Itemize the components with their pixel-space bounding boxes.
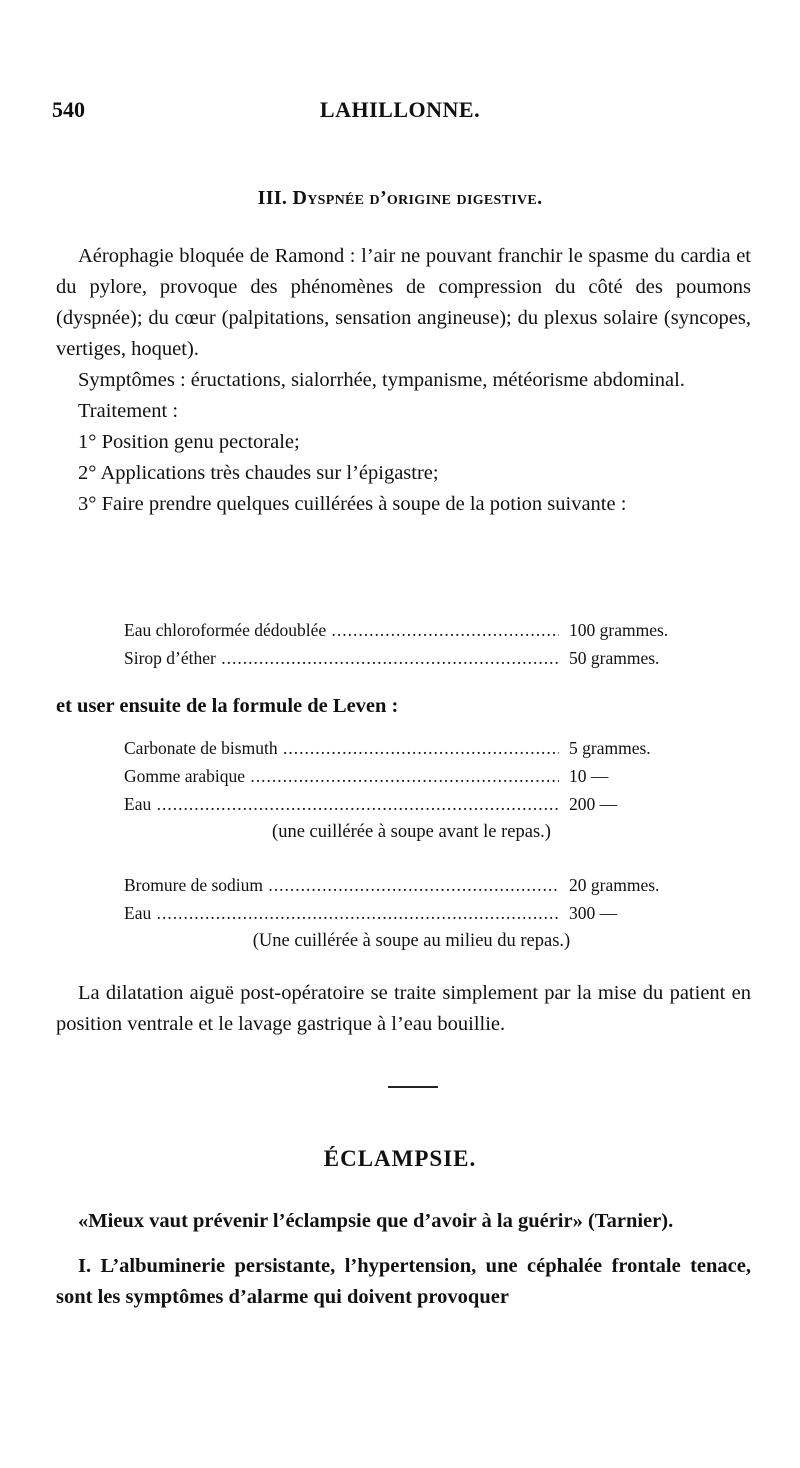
ingredient-qty: 50 grammes.: [569, 648, 660, 668]
treatment-item: 1° Position genu pectorale;: [78, 431, 300, 453]
ingredient-qty: 100 grammes.: [569, 620, 669, 640]
formula-row: [124, 899, 699, 927]
section-heading: III. Dyspnée d’origine digestive.: [257, 187, 543, 209]
ingredient-name: Bromure de sodium .....: [124, 871, 559, 899]
intro-paragraph: Aérophagie bloquée de Ramond : l’air ne pouvant franchir le spasme du cardia et du pylore, provoque des phénomènes de compression du côté des poumons (dyspnée); du cœur (palpitations, sensation angineuse); du plexus solaire (syncopes, vertiges, hoquet).: [56, 245, 751, 360]
chapter-body: [56, 1206, 751, 1313]
treatment-item: 3° Faire prendre quelques cuillérées à soupe de la potion suivante :: [78, 493, 627, 515]
running-title: LAHILLONNE.: [319, 97, 481, 122]
ingredient-name: Carbonate de bismuth .....: [124, 734, 559, 762]
then-paragraph: et user ensuite de la formule de Leven :: [56, 695, 399, 717]
section-body-top: [56, 241, 751, 520]
treatment-item: 2° Applications très chaudes sur l’épigastre;: [78, 462, 439, 484]
formula-row: [124, 871, 699, 899]
ingredient-qty: 20 grammes.: [569, 875, 660, 895]
formula-potion: [124, 616, 699, 672]
dosage-note: (une cuillérée à soupe avant le repas.): [272, 822, 551, 842]
then-paragraph-wrap: [56, 691, 751, 722]
treatment-label: Traitement :: [78, 400, 179, 422]
section-divider: [388, 1086, 438, 1088]
ingredient-name: Eau .....: [124, 899, 559, 927]
dilatation-paragraph: La dilatation aiguë post-opératoire se traite simplement par la mise du patient en position ventrale et le lavage gastrique à l’eau bouillie.: [56, 982, 751, 1035]
ingredient-name: Sirop d’éther .....: [124, 644, 559, 672]
ingredient-qty: 200 —: [569, 794, 618, 814]
ingredient-name: Eau chloroformée dédoublée .....: [124, 616, 559, 644]
formula-row: [124, 762, 699, 790]
ingredient-name: Gomme arabique .....: [124, 762, 559, 790]
formula-row: [124, 734, 699, 762]
dosage-note: (Une cuillérée à soupe au milieu du repas.): [252, 931, 571, 951]
ingredient-qty: 5 grammes.: [569, 738, 651, 758]
chapter-title: ÉCLAMPSIE.: [323, 1146, 477, 1171]
ingredient-qty: 10 —: [569, 766, 609, 786]
formula-row: [124, 790, 699, 818]
page-number: 540: [52, 97, 85, 122]
formula-bromure: [124, 871, 699, 955]
ingredient-qty: 300 —: [569, 903, 618, 923]
formula-row: [124, 644, 699, 672]
ingredient-name: Eau .....: [124, 790, 559, 818]
chapter-quote: «Mieux vaut prévenir l’éclampsie que d’avoir à la guérir» (Tarnier).: [78, 1210, 674, 1232]
symptoms-paragraph: Symptômes : éructations, sialorrhée, tympanisme, météorisme abdominal.: [78, 369, 685, 391]
running-head: [52, 97, 748, 127]
formula-row: [124, 616, 699, 644]
chapter-point-1: I. L’albuminerie persistante, l’hypertension, une céphalée frontale tenace, sont les symptômes d’alarme qui doivent provoquer: [56, 1255, 751, 1308]
dilatation-wrap: [56, 978, 751, 1040]
formula-leven: [124, 734, 699, 846]
